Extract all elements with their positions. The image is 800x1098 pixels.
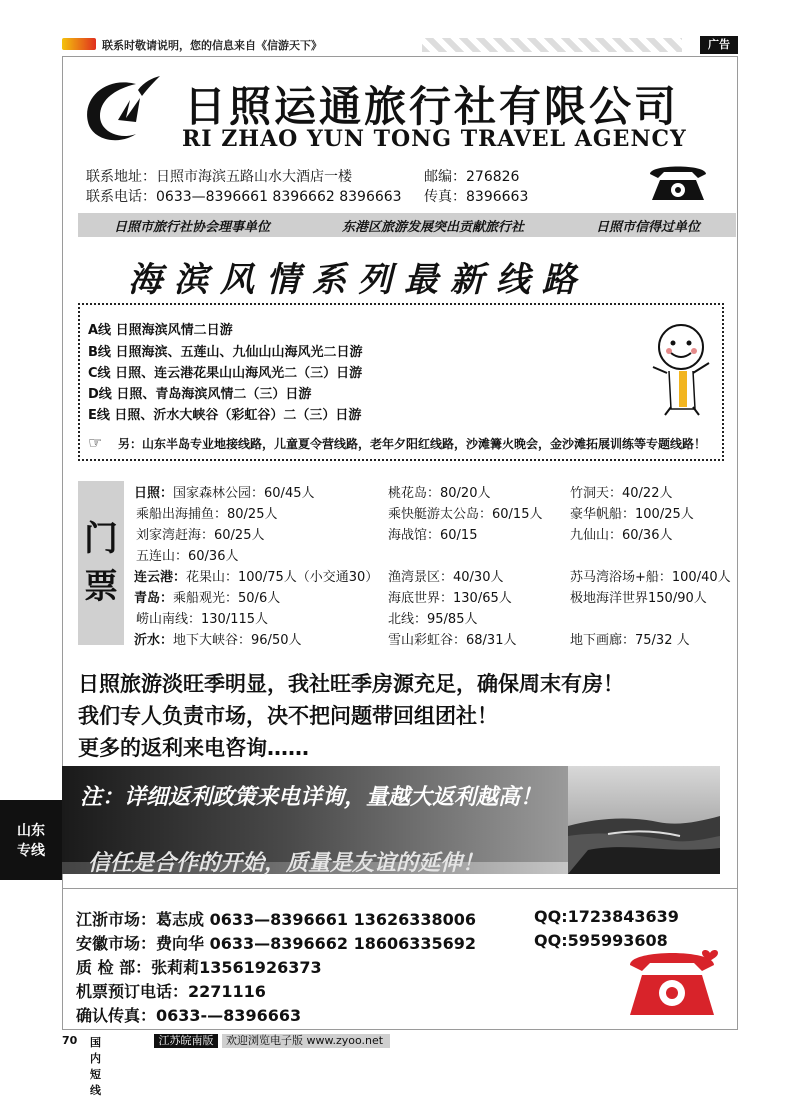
other-routes-text: 另：山东半岛专业地接线路，儿童夏令营线路，老年夕阳红线路，沙滩篝火晚会，金沙滩拓展训练等专题线路！	[118, 437, 707, 451]
promo-line: 我们专人负责市场，决不把问题带回组团社！	[78, 704, 498, 728]
ticket-item: 五连山：60/36人	[136, 549, 239, 564]
magazine-logo	[62, 38, 96, 50]
phone-number: 0633—8396661 8396662 8396663	[156, 189, 402, 205]
other-routes-line	[88, 433, 706, 452]
postcode-label: 邮编：	[424, 169, 466, 185]
route-item	[88, 362, 362, 381]
telephone-icon	[646, 160, 710, 204]
policy-note: 注：详细返利政策来电详询，量越大返利越高！	[80, 784, 543, 810]
contact-line: 确认传真：0633-—8396663	[76, 1006, 302, 1025]
route-text: 日照海滨、五莲山、九仙山山海风光二日游	[115, 345, 363, 360]
promo-line: 日照旅游淡旺季明显，我社旺季房源充足，确保周末有房！	[78, 672, 624, 696]
contact-line: 安徽市场：费向华 0633—8396662 18606335692	[76, 934, 477, 953]
region-label: 连云港：	[134, 570, 187, 585]
address-label: 联系地址：	[86, 169, 156, 185]
ticket-item	[134, 566, 378, 585]
route-code: C线	[88, 366, 111, 381]
honor-item: 日照市旅行社协会理事单位	[113, 219, 270, 235]
promo-line: 更多的返利来电咨询……	[78, 736, 309, 760]
side-tag-line: 专线	[17, 843, 45, 859]
postcode-line	[424, 166, 519, 186]
route-text: 日照、青岛海滨风情二（三）日游	[116, 387, 312, 402]
phone-line	[86, 186, 402, 206]
ticket-item: 刘家湾赶海：60/25人	[136, 528, 265, 543]
fax-label: 传真：	[424, 189, 466, 205]
ticket-price: 国家森林公园：60/45人	[173, 486, 315, 501]
route-item	[88, 383, 311, 402]
route-item	[88, 404, 361, 423]
contacts-section	[62, 888, 738, 1030]
website-link[interactable]: 欢迎浏览电子版 www.zyoo.net	[222, 1034, 390, 1048]
section-name: 国内短线	[90, 1036, 101, 1097]
postcode: 276826	[466, 169, 520, 185]
tickets-label-char: 门	[84, 519, 118, 559]
ticket-price: 花果山：100/75人（小交通30）	[186, 570, 379, 585]
ticket-item: 海底世界：130/65人	[388, 591, 512, 606]
route-code: E线	[88, 408, 110, 423]
ticket-item: 雪山彩虹谷：68/31人	[388, 633, 517, 648]
region-label: 青岛：	[134, 591, 174, 606]
ticket-item: 极地海洋世界150/90人	[570, 591, 707, 606]
ticket-item: 地下画廊：75/32 人	[570, 633, 690, 648]
ticket-item: 渔湾景区：40/30人	[388, 570, 504, 585]
contact-line: 机票预订电话：2271116	[76, 982, 266, 1001]
ticket-item	[134, 482, 314, 501]
top-bar	[62, 36, 738, 54]
ticket-item: 苏马湾浴场+船：100/40人	[570, 570, 731, 585]
contact-line: 江浙市场：葛志成 0633—8396661 13626338006	[76, 910, 477, 929]
honors-bar	[78, 213, 736, 237]
address-line	[86, 166, 352, 186]
decorative-stripes	[422, 38, 682, 52]
ticket-item: 北线：95/85人	[388, 612, 478, 627]
policy-band	[62, 766, 568, 876]
ticket-item: 乘船出海捕鱼：80/25人	[136, 507, 278, 522]
route-text: 日照海滨风情二日游	[115, 323, 233, 338]
ticket-item	[134, 587, 280, 606]
ticket-item: 崂山南线：130/115人	[136, 612, 269, 627]
ticket-item	[134, 629, 301, 648]
tickets-label-char: 票	[84, 567, 118, 607]
phone-label: 联系电话：	[86, 189, 156, 205]
honor-item: 日照市信得过单位	[595, 219, 700, 235]
side-tag-line: 山东	[17, 823, 45, 839]
coastal-photo	[568, 766, 720, 874]
ticket-item: 九仙山：60/36人	[570, 528, 673, 543]
ticket-item: 桃花岛：80/20人	[388, 486, 491, 501]
route-item	[88, 319, 233, 338]
route-text: 日照、沂水大峡谷（彩虹谷）二（三）日游	[114, 408, 362, 423]
fax-number: 8396663	[466, 189, 529, 205]
region-label: 日照：	[134, 486, 174, 501]
tickets-label	[78, 481, 124, 645]
company-name: 日照运通旅行社有限公司	[184, 82, 680, 131]
source-notice: 联系时敬请说明，您的信息来自《信游天下》	[102, 39, 322, 52]
route-code: D线	[88, 387, 112, 402]
section-side-tag	[0, 800, 62, 880]
address: 日照市海滨五路山水大酒店一楼	[156, 169, 352, 185]
ticket-price: 地下大峡谷：96/50人	[173, 633, 302, 648]
route-item	[88, 341, 362, 360]
company-logo-icon	[78, 70, 168, 150]
page-number: 70	[62, 1034, 78, 1047]
ad-tag: 广告	[700, 36, 738, 54]
edition-badge: 江苏皖南版	[154, 1034, 218, 1048]
route-code: A线	[88, 323, 112, 338]
red-telephone-icon	[622, 945, 722, 1023]
fax-line	[424, 186, 528, 206]
region-label: 沂水：	[134, 633, 174, 648]
ticket-item: 豪华帆船：100/25人	[570, 507, 694, 522]
routes-box	[78, 303, 724, 461]
qq-number: QQ:1723843639	[534, 907, 679, 926]
route-text: 日照、连云港花果山山海风光二（三）日游	[115, 366, 363, 381]
contact-line: 质 检 部：张莉莉13561926373	[76, 958, 322, 977]
series-title: 海滨风情系列最新线路	[128, 260, 588, 300]
ticket-item: 海战馆：60/15	[388, 528, 478, 543]
qq-number: QQ:595993608	[534, 931, 668, 950]
ticket-item: 竹洞天：40/22人	[570, 486, 673, 501]
honor-item: 东港区旅游发展突出贡献旅行社	[341, 219, 524, 235]
smiley-mascot-icon	[645, 317, 725, 417]
route-code: B线	[88, 345, 111, 360]
ticket-item: 乘快艇游太公岛：60/15人	[388, 507, 543, 522]
pointing-hand-icon: ☞	[88, 433, 103, 452]
company-name-english: RI ZHAO YUN TONG TRAVEL AGENCY	[182, 126, 687, 152]
trust-slogan: 信任是合作的开始，质量是友谊的延伸！	[88, 851, 485, 876]
ticket-price: 乘船观光：50/6人	[173, 591, 281, 606]
